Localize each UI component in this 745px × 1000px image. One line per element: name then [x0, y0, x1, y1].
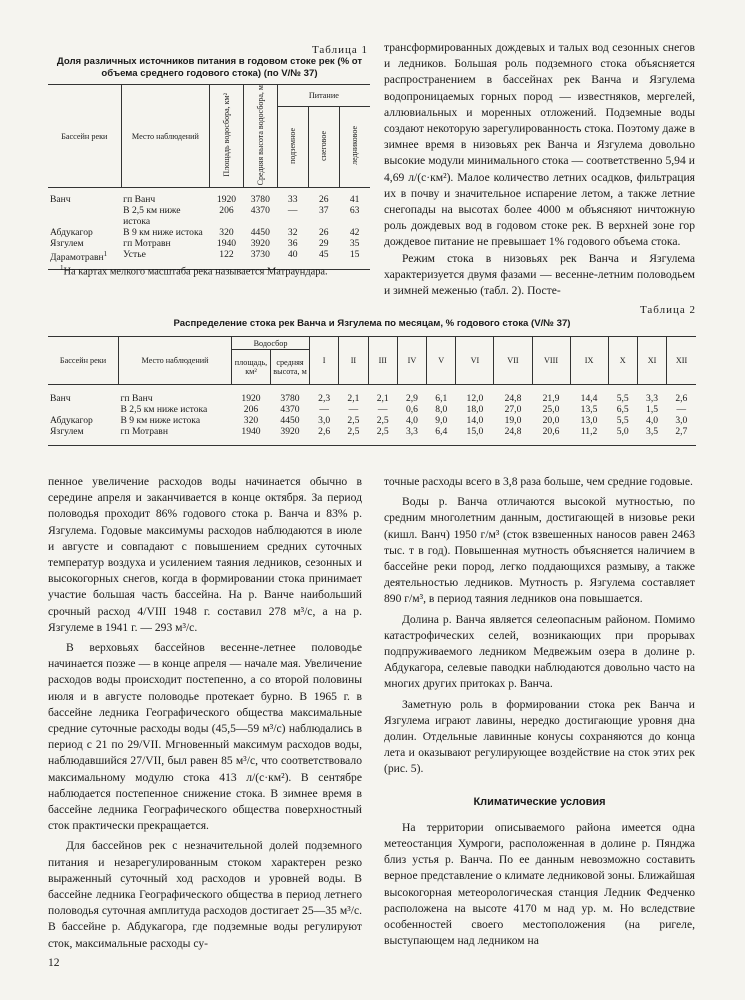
t2-month-value: 2,1	[376, 392, 389, 404]
table-row	[48, 238, 370, 249]
t1-col-snow	[308, 106, 339, 188]
t1-col-height	[243, 85, 277, 188]
t2-place: гп Мотравн	[120, 425, 168, 437]
t2-col-month: I	[310, 337, 339, 385]
t1-river: Язгулем	[50, 237, 84, 249]
t1-ground: 33	[287, 193, 298, 205]
t2-month-value: —	[377, 403, 388, 415]
footnote-text: На картах мелкого масштаба река называется Матраундара.	[63, 266, 328, 278]
table2-grid	[48, 336, 696, 446]
t1-ground: 40	[287, 248, 298, 260]
t2-month-value: 13,5	[580, 403, 598, 415]
t2-river: Язгулем	[50, 425, 84, 437]
t1-ground: 36	[287, 237, 298, 249]
t2-month-value: 2,5	[376, 425, 389, 437]
t2-month-value: 1,5	[646, 403, 659, 415]
t2-place: В 9 км ниже истока	[120, 414, 201, 426]
t2-month-value: 14,0	[466, 414, 484, 426]
t1-glacier: 15	[349, 248, 360, 260]
paragraph: В верховьях бассейнов весенне-летнее половодье начинается позже — в конце апреля — начале мая. Увеличение расходов воды происходит постепенно, а со второй половины июля и в августе половодье протекает бурно. В 1965 г. в бассейне ледника Географического общества максимальные средние суточные расходы воды (45,5—59 м³/с) наблюдались в период с 21 по 29/VII. Мгновенный максимум расходов воды, наблюдавшийся 27/VII, был равен 85 м³/с, что соответствовало максимальному модулю стока 413 л/(с·км²). В сентябре наблюдается постепенное снижение стока. В зимнее время в бассейне ледника Географического общества поверхностный сток практически прекращается.	[48, 641, 362, 833]
t2-col-area: площадь, км²	[232, 350, 271, 385]
t2-month-value: 2,6	[675, 392, 688, 404]
t2-month-value: 13,0	[580, 414, 598, 426]
t2-river: Абдукагор	[50, 414, 93, 426]
t2-col-month: II	[339, 337, 368, 385]
t1-col-glacier-label: ледниковое	[350, 126, 360, 166]
table-row	[48, 205, 370, 227]
t2-month-value: 14,4	[580, 392, 598, 404]
table-row	[48, 227, 370, 238]
paragraph: точные расходы всего в 3,8 раза больше, чем средние годовые.	[384, 475, 693, 488]
t1-river	[48, 205, 121, 227]
t2-month-value: 5,0	[616, 425, 629, 437]
t2-month-value: 2,9	[405, 392, 418, 404]
t2-month-value: 0,6	[405, 403, 418, 415]
t1-place: В 9 км ниже истока	[123, 226, 203, 238]
t2-month-value: 2,7	[675, 425, 688, 437]
t2-col-river: Бассейн реки	[48, 337, 119, 385]
t1-ground: 32	[287, 226, 298, 238]
t1-area: 320	[219, 226, 234, 238]
t1-river-name: Дарамотравн	[50, 252, 104, 264]
paragraph: На территории описываемого района имеется одна метеостанция Хумроги, расположенная в долине р. Пянджа близ устья р. Ванча. По ее данным невозможно составить верное представление о климате ледниковой зоны. Ближайшая высокогорная метеорологическая станция Ледник Федченко расположена на высоте 4170 м над ур. м. Но вследствие особенностей своего местоположения (на ригеле, выступающем над ледником на	[384, 820, 695, 948]
t2-month-value: 2,3	[318, 392, 331, 404]
t1-height: 3920	[250, 237, 270, 249]
paragraph: Режим стока в низовьях рек Ванча и Язгулема характеризуется двумя фазами — весенне-летним половодьем и зимней меженью (табл. 2). Посте-	[384, 251, 695, 298]
t2-place: гп Ванч	[120, 392, 153, 404]
t1-glacier: 42	[349, 226, 360, 238]
t2-area: 320	[243, 414, 259, 426]
t2-height: 4370	[280, 403, 300, 415]
t2-month-value: 19,0	[504, 414, 522, 426]
t1-col-area-label: Площадь водосбора, км²	[221, 93, 231, 177]
paragraph: трансформированных дождевых и талых вод сезонных снегов и ледников. Большая роль подземного стока объясняется распространением в бассейнах рек Ванча и Язгулема водопроницаемых горных пород — известняков, мергелей, аллювиальных и моренных отложений. Подземные воды создают некоторую зарегулированность стока. Поэтому даже в зимнее время в низовьях рек Ванча и Язгулема довольно высокие модули минимального стока — соответственно 5,94 и 4,69 л/(с·км²). Малое количество летних осадков, фильтрация их в почву и значительное испарение летом, а также летние снегопады на высотах более 4000 м объясняют ничтожную роль дождевых вод в годовом стоке рек. В верхней зоне гор дождевое питание не превышает 1% годового объема стока.	[384, 41, 695, 249]
paragraph: Долина р. Ванча является селеопасным районом. Помимо катастрофических селей, возникающих при прорывах подпруживаемого ледником Медвежьим озера в долине р. Абдукагора, селевые паводки наблюдаются довольно часто на многих других притоках р. Ванча.	[384, 612, 695, 691]
t1-glacier: 63	[349, 204, 360, 216]
t2-col-month: XII	[675, 356, 688, 365]
t2-col-month: IV	[397, 337, 426, 385]
t2-height: 3920	[280, 425, 300, 437]
t2-col-basin: Водосбор	[232, 337, 310, 350]
t1-river: Ванч	[50, 193, 71, 205]
t2-month-value: 24,8	[504, 425, 522, 437]
t2-month-value: 6,4	[435, 425, 448, 437]
t2-month-value: 25,0	[542, 403, 560, 415]
t2-month-value: 4,0	[405, 414, 418, 426]
t2-month-value: 3,0	[318, 414, 331, 426]
t1-snow: 45	[319, 248, 329, 260]
t2-col-month: V	[427, 337, 456, 385]
t2-month-value: 24,8	[504, 392, 522, 404]
t1-col-snow-label: снеговое	[319, 131, 329, 161]
t2-month-value: 2,6	[318, 425, 331, 437]
t2-height: 3780	[280, 392, 300, 404]
t1-river: Абдукагор	[50, 226, 93, 238]
t1-area: 1920	[216, 193, 237, 205]
t2-month-value: 6,1	[435, 392, 448, 404]
t2-month-value: 12,0	[466, 392, 484, 404]
t2-month-value: 21,9	[542, 392, 560, 404]
t1-col-height-label: Средняя высота водосбора, м	[255, 85, 265, 186]
t2-month-value: 3,5	[646, 425, 659, 437]
table1-title: Доля различных источников питания в годовом стоке рек (% от объема среднего годового стока) (по V/№ 37)	[56, 56, 363, 79]
t1-col-river: Бассейн реки	[48, 85, 121, 188]
t2-river	[48, 404, 119, 415]
t1-height: 3730	[250, 248, 270, 260]
paragraph: пенное увеличение расходов воды начинается обычно в середине апреля и заканчивается в конце октября. За период половодья проходит 86% годового стока р. Ванча и 83% р. Язгулема. Годовые максимумы расходов наблюдаются в июле и августе и совпадают с повышением средних суточных температур воздуха и усилением таяния ледников, сезонных и высокогорных снегов, когда в формировании стока принимает участие большая часть бассейна. На р. Ванче наибольший срочный расход 4/VIII 1948 г. составил 278 м³/с, а на р. Язгулеме в 1941 г. — 293 м³/с.	[48, 475, 362, 634]
t1-height: 3780	[250, 193, 270, 205]
table-row	[48, 426, 696, 446]
t2-month-value: 27,0	[504, 403, 522, 415]
table1-footnote	[48, 262, 370, 279]
page-number: 12	[48, 956, 60, 969]
table2	[48, 336, 696, 446]
t2-col-month: XI	[637, 337, 666, 385]
t2-area: 1920	[241, 392, 261, 404]
t2-month-value: 5,5	[616, 392, 629, 404]
right-bottom-column	[384, 474, 695, 949]
t2-month-value: —	[348, 403, 359, 415]
t1-col-glacier	[339, 106, 370, 188]
t2-month-value: 2,5	[376, 414, 389, 426]
t1-snow: 26	[319, 226, 329, 238]
t2-height: 4450	[280, 414, 300, 426]
t2-col-month: VI	[456, 337, 494, 385]
t2-month-value: —	[319, 403, 329, 415]
table1	[48, 84, 370, 270]
table2-label: Таблица 2	[639, 304, 696, 316]
t2-col-month: III	[368, 337, 397, 385]
t1-area: 206	[219, 204, 234, 216]
t2-month-value: 2,5	[347, 425, 360, 437]
t2-col-month: IX	[570, 337, 608, 385]
t1-col-area	[210, 85, 244, 188]
t2-month-value: 5,5	[616, 414, 629, 426]
footnote-mark: 1	[103, 249, 108, 258]
t2-month-value: 2,5	[347, 414, 360, 426]
t1-snow: 26	[319, 193, 329, 205]
right-top-column	[384, 40, 695, 299]
t2-month-value: 9,0	[435, 414, 448, 426]
table2-title: Распределение стока рек Ванча и Язгулема по месяцам, % годового стока (V/№ 37)	[173, 318, 571, 329]
t1-place: гп Мотравн	[123, 237, 171, 249]
t1-area: 122	[219, 248, 234, 260]
table-row	[48, 194, 370, 205]
t1-ground: —	[287, 204, 298, 216]
t2-month-value: 3,3	[405, 425, 418, 437]
t2-month-value: —	[676, 403, 687, 415]
t1-place: В 2,5 км ниже истока	[123, 204, 181, 227]
t1-col-supply: Питание	[277, 85, 370, 107]
t2-month-value: 8,0	[435, 403, 448, 415]
t2-col-month: VIII	[532, 337, 570, 385]
section-heading: Климатические условия	[473, 795, 606, 808]
table1-grid	[48, 84, 370, 270]
t2-col-place: Место наблюдений	[119, 337, 232, 385]
t1-glacier: 41	[349, 193, 360, 205]
paragraph: Для бассейнов рек с незначительной долей подземного питания и незарегулированным стоком характерен резко выраженный суточный ход расходов и уровней воды. В бассейне ледника Географического общества в период летнего половодья суточная амплитуда расходов достигает 25—35 м³/с. В бассейне р. Абдукагора, где подземные воды регулируют сток, максимальные расходы су-	[48, 839, 362, 950]
t1-col-ground	[277, 106, 308, 188]
t2-col-month: VII	[494, 337, 532, 385]
t1-snow: 37	[319, 204, 329, 216]
t2-month-value: 20,0	[542, 414, 560, 426]
t2-area: 1940	[241, 425, 261, 437]
table-row	[48, 404, 696, 415]
t2-area: 206	[243, 403, 259, 415]
t1-place: гп Ванч	[123, 193, 156, 205]
paragraph: Заметную роль в формировании стока рек Ванча и Язгулема играют лавины, нередко достигающие уровня дна долин. Отдельные лавинные конусы сохраняются до конца лета и оказывают регулирующее воздействие на сток этих рек (рис. 5).	[384, 697, 695, 776]
t1-col-place: Место наблюдений	[121, 85, 209, 188]
t1-col-ground-label: подземное	[288, 127, 298, 164]
t2-month-value: 3,3	[646, 392, 659, 404]
t2-month-value: 20,6	[542, 425, 560, 437]
t2-col-month: X	[608, 337, 637, 385]
t2-month-value: 18,0	[466, 403, 484, 415]
t1-snow: 29	[319, 237, 329, 249]
t2-month-value: 6,5	[616, 403, 629, 415]
table-row	[48, 415, 696, 426]
table-row	[48, 393, 696, 404]
paragraph: Воды р. Ванча отличаются высокой мутностью, по средним многолетним данным, достигающей в низовье реки (кишл. Ванч) 1950 г/м³ (сток взвешенных наносов равен 2463 тыс. т в год). Повышенная мутность объясняется наличием в бассейне реки пород, легко поддающихся размыву, а также деятельностью ледников. Мутность р. Язгулема составляет 890 г/м³, в период таяния ледников она повышается.	[384, 495, 695, 606]
t1-area: 1940	[216, 237, 237, 249]
t1-glacier: 35	[349, 237, 360, 249]
t2-month-value: 15,0	[466, 425, 484, 437]
t1-place: Устье	[123, 248, 146, 260]
t2-month-value: 11,2	[580, 425, 598, 437]
t1-height: 4370	[250, 204, 270, 216]
t1-height: 4450	[250, 226, 270, 238]
t2-col-height: средняя высота, м	[271, 350, 310, 385]
t2-month-value: 2,1	[347, 392, 360, 404]
t2-month-value: 3,0	[675, 414, 688, 426]
table1-label: Таблица 1	[311, 44, 368, 56]
t2-place: В 2,5 км ниже истока	[120, 403, 208, 415]
footnote-number: 1	[60, 264, 64, 272]
left-bottom-column	[48, 474, 362, 952]
t2-river: Ванч	[50, 392, 71, 404]
t2-month-value: 4,0	[646, 414, 659, 426]
